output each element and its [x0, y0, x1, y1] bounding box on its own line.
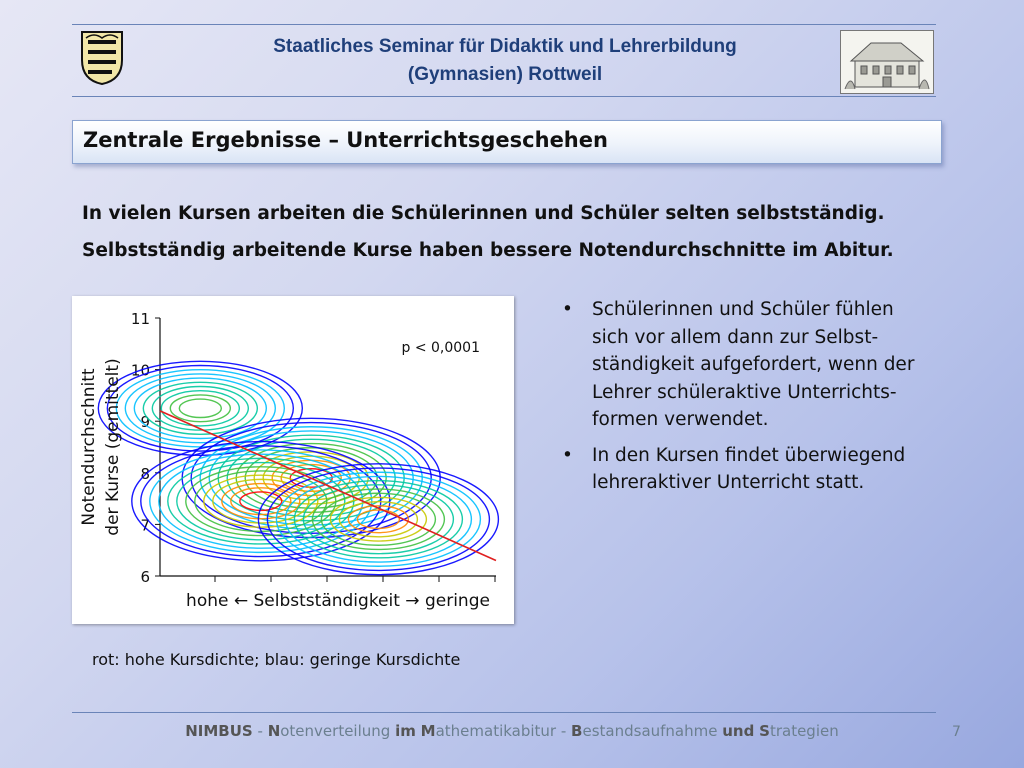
bullet-line: Lehrer schüleraktive Unterrichts- [592, 381, 897, 403]
bullet-dot-icon: • [562, 299, 573, 320]
y-tick-label: 8 [140, 464, 150, 483]
bullet-line: formen verwendet. [592, 409, 769, 430]
footer-segment: otenverteilung [280, 722, 396, 740]
header-bottom-rule [72, 96, 936, 97]
lead-statement-1: In vielen Kursen arbeiten die Schülerinnen und Schüler selten selbstständig. [82, 203, 885, 224]
header-line-2: (Gymnasien) Rottweil [407, 64, 603, 85]
density-contour [116, 370, 284, 447]
p-value-annotation: p < 0,0001 [401, 340, 480, 356]
y-tick-label: 6 [140, 568, 150, 586]
bullet-line: sich vor allem dann zur Selbst- [592, 326, 879, 348]
bullet-item [562, 442, 982, 497]
bullet-line: Schülerinnen und Schüler fühlen [592, 299, 894, 320]
footer-segment: athematikabitur - [435, 722, 572, 740]
y-tick-label: 9 [140, 413, 150, 432]
density-chart [72, 296, 514, 624]
density-contour [125, 374, 275, 443]
seminar-building-image [840, 30, 934, 94]
bullet-line: In den Kursen findet überwiegend [592, 444, 906, 466]
y-tick-label: 7 [140, 516, 150, 535]
y-tick-label: 11 [130, 310, 150, 328]
slide-title-box [72, 120, 942, 164]
bullet-line: ständigkeit aufgefordert, wenn der [592, 354, 915, 375]
y-tick-label: 10 [130, 361, 150, 380]
density-contour [152, 387, 248, 431]
footer-segment: trategien [769, 722, 839, 740]
bullet-item [562, 296, 982, 434]
y-axis-label-line-2: der Kurse (gemittelt) [103, 358, 123, 536]
footer-segment: M [420, 722, 436, 740]
footer-segment: im [395, 722, 416, 740]
footer-segment: S [759, 722, 770, 740]
footer-segment: estandsaufnahme [582, 722, 723, 740]
bullet-line: lehreraktiver Unterricht statt. [592, 472, 865, 493]
x-axis-label: hohe ← Selbstständigkeit → geringe [186, 591, 490, 611]
footer-segment: - [252, 722, 268, 740]
slide-title: Zentrale Ergebnisse – Unterrichtsgeschehen [83, 128, 608, 152]
header-top-rule [72, 24, 936, 25]
chart-caption: rot: hohe Kursdichte; blau: geringe Kursdichte [92, 650, 461, 669]
footer-rule [72, 712, 936, 713]
bullet-list [562, 296, 982, 505]
coat-of-arms-icon [80, 30, 124, 86]
footer-text [0, 722, 1024, 740]
density-contour [179, 399, 221, 417]
footer-segment: und [722, 722, 755, 740]
footer-segment: N [267, 722, 281, 740]
density-chart-canvas [72, 296, 514, 624]
footer-segment: B [571, 722, 583, 740]
bullet-dot-icon: • [562, 444, 573, 466]
y-axis-label-line-1: Notendurchschnitt [79, 368, 99, 526]
footer-segment: NIMBUS [185, 722, 253, 740]
page-number: 7 [952, 724, 961, 740]
header-line-1: Staatliches Seminar für Didaktik und Lehrerbildung [273, 36, 737, 57]
lead-statement-2: Selbstständig arbeitende Kurse haben bessere Notendurchschnitte im Abitur. [82, 240, 894, 261]
density-contour [161, 391, 239, 426]
